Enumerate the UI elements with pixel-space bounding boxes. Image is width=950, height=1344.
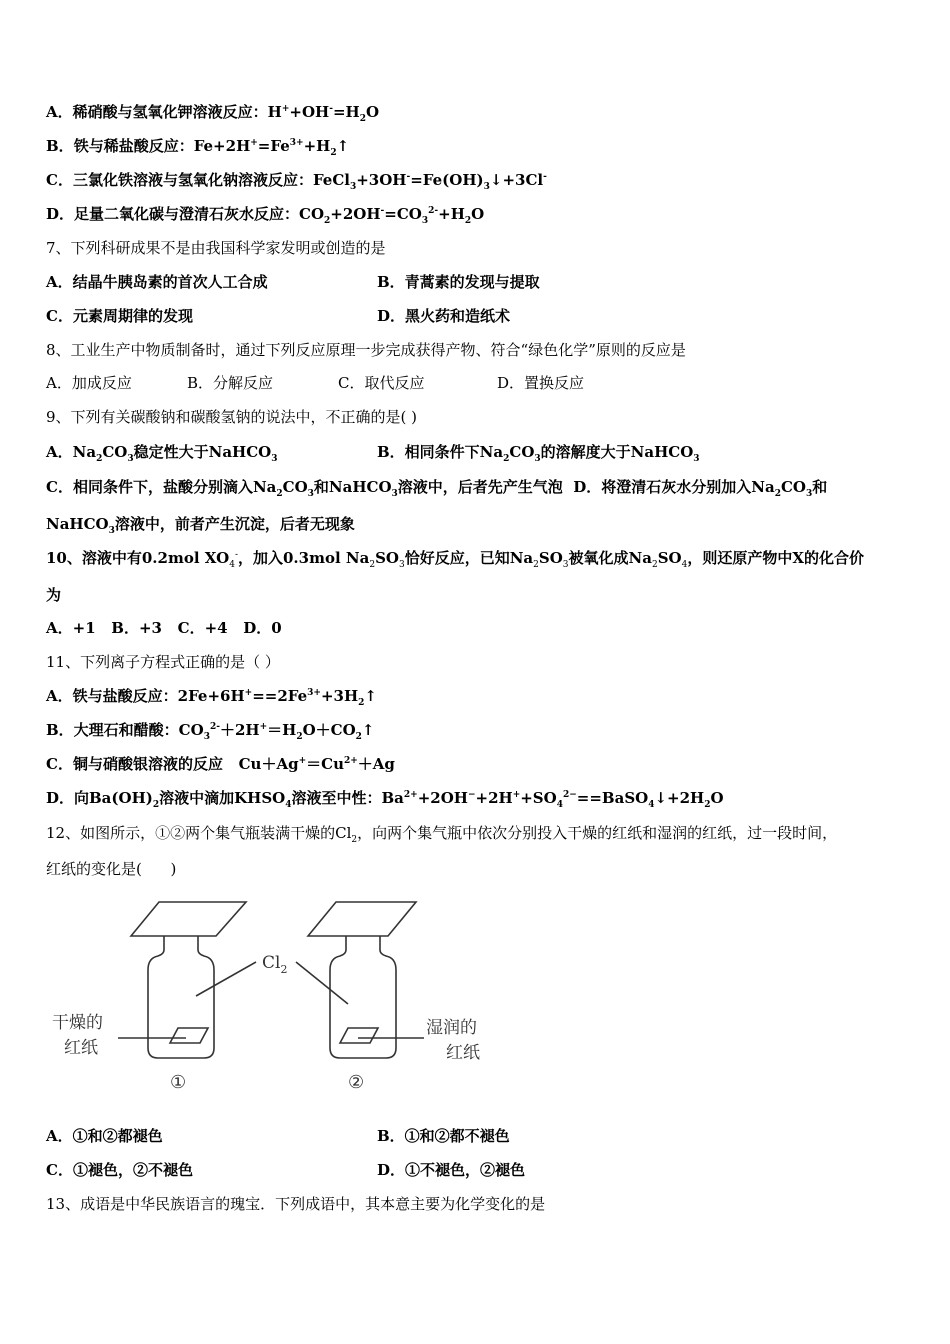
paper-2 xyxy=(340,1028,378,1043)
q8-option-b: B．分解反应 xyxy=(187,374,274,392)
paper-1 xyxy=(170,1028,208,1043)
q8-stem: 8、工业生产中物质制备时，通过下列反应原理一步完成获得产物、符合“绿色化学”原则的反应是 xyxy=(46,341,686,359)
q7-option-c: C．元素周期律的发现 xyxy=(46,307,193,325)
q11-option-a: A．铁与盐酸反应：$2Fe+6H^+==2Fe^{3+}+3H_2↑$ xyxy=(46,687,377,708)
dry-paper-label-1: 干燥的 xyxy=(52,1013,103,1033)
q7-option-b: B．青蒿素的发现与提取 xyxy=(377,273,540,291)
dry-paper-label-2: 红纸 xyxy=(64,1038,98,1058)
q12-option-b: B．①和②都不褪色 xyxy=(377,1127,510,1145)
cl2-leader-1 xyxy=(196,962,256,996)
q6-option-c: C．三氯化铁溶液与氢氧化钠溶液反应：$FeCl_3+3OH^-=Fe(OH)_3↓+3Cl^-$ xyxy=(46,171,547,192)
q6-option-a: A．稀硝酸与氢氧化钾溶液反应：$H^++OH^-=H_2O$ xyxy=(46,103,380,124)
gas-bottle-figure xyxy=(46,888,496,1100)
q12-stem-cont: 红纸的变化是( ) xyxy=(46,860,177,878)
bottle-2-lid xyxy=(308,902,416,936)
wet-paper-label-1: 湿润的 xyxy=(426,1018,477,1038)
q9-option-d-cont: NaHCO$_3$溶液中，前者产生沉淀，后者无现象 xyxy=(46,515,355,536)
q7-stem: 7、下列科研成果不是由我国科学家发明或创造的是 xyxy=(46,239,386,257)
q9-stem: 9、下列有关碳酸钠和碳酸氢钠的说法中，不正确的是( ) xyxy=(46,408,418,426)
q10-stem-cont: 为 xyxy=(46,586,62,604)
bottle-1 xyxy=(148,936,214,1058)
q13-stem: 13、成语是中华民族语言的瑰宝．下列成语中，其本意主要为化学变化的是 xyxy=(46,1195,546,1213)
q10-stem: 10、溶液中有0.2mol $XO_4^-$，加入0.3mol $Na_2SO_3$恰好反应，已知$Na_2SO_3$被氧化成$Na_2SO_4$，则还原产物中X的化合价 xyxy=(46,549,864,570)
q9-option-b: B．相同条件下$Na_2CO_3$的溶解度大于NaHCO$_3$ xyxy=(377,443,700,464)
bottle-2-number: ② xyxy=(348,1072,365,1093)
bottle-1-lid xyxy=(131,902,246,936)
q8-option-a: A．加成反应 xyxy=(46,374,132,392)
q6-option-b: B．铁与稀盐酸反应：$Fe+2H^+=Fe^{3+}+H_2↑$ xyxy=(46,137,350,158)
q8-option-d: D．置换反应 xyxy=(497,374,585,392)
q12-option-d: D．①不褪色，②褪色 xyxy=(377,1161,526,1179)
q7-option-d: D．黑火药和造纸术 xyxy=(377,307,511,325)
wet-paper-label-2: 红纸 xyxy=(446,1043,480,1063)
q11-option-d: D．向$Ba(OH)_2$溶液中滴加$KHSO_4$溶液至中性：$Ba^{2+}+2OH^-+2H^++SO_4^{2-}==BaSO_4↓+2H_2O$ xyxy=(46,789,724,810)
q9-option-c-d: C．相同条件下，盐酸分别滴入$Na_2CO_3$和NaHCO$_3$溶液中，后者先产生气泡 D．将澄清石灰水分别加入$Na_2CO_3$和 xyxy=(46,478,828,499)
q12-stem: 12、如图所示，①②两个集气瓶装满干燥的$Cl_2$，向两个集气瓶中依次分别投入干燥的红纸和湿润的红纸，过一段时间， xyxy=(46,824,838,845)
q11-stem: 11、下列离子方程式正确的是（ ） xyxy=(46,653,280,671)
cl2-label: $Cl_2$ xyxy=(262,953,288,976)
bottle-1-number: ① xyxy=(170,1072,187,1093)
q12-option-a: A．①和②都褪色 xyxy=(46,1127,163,1145)
q11-option-c: C．铜与硝酸银溶液的反应 $Cu+Ag^+=Cu^{2+}+Ag$ xyxy=(46,755,395,773)
q8-option-c: C．取代反应 xyxy=(338,374,425,392)
q12-option-c: C．①褪色，②不褪色 xyxy=(46,1161,193,1179)
q10-options: A．+1 B．+3 C．+4 D．0 xyxy=(46,619,282,637)
q7-option-a: A．结晶牛胰岛素的首次人工合成 xyxy=(46,273,268,291)
cl2-leader-2 xyxy=(296,962,348,1004)
q6-option-d: D．足量二氧化碳与澄清石灰水反应：$CO_2+2OH^-=CO_3^{2-}+H_2O$ xyxy=(46,205,485,226)
q11-option-b: B．大理石和醋酸：$CO_3^{2-}+2H^+=H_2O+CO_2↑$ xyxy=(46,721,375,742)
q9-option-a: A．$Na_2CO_3$稳定性大于NaHCO$_3$ xyxy=(46,443,278,464)
